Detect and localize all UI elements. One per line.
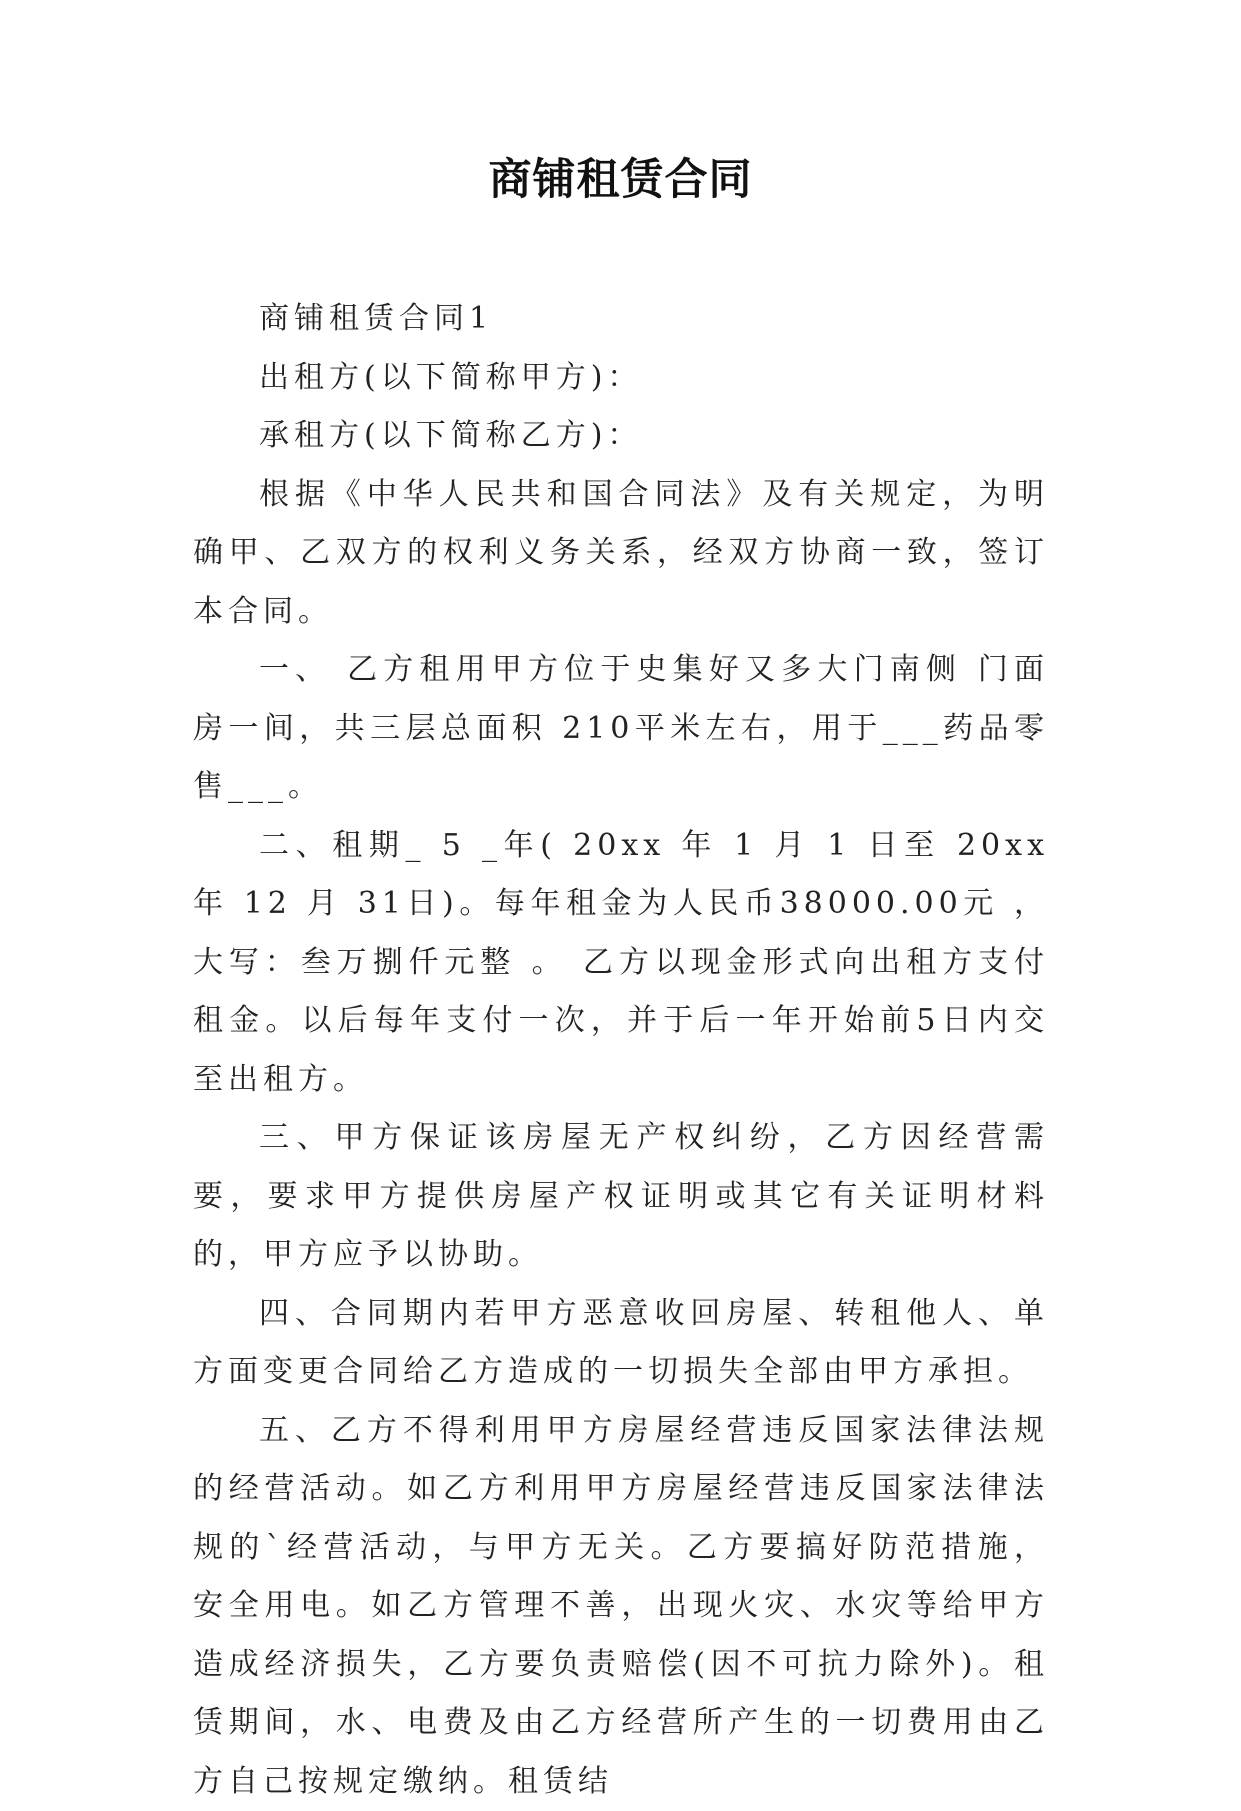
paragraph-lessor: 出租方(以下简称甲方)： <box>193 349 1049 408</box>
paragraph-preamble: 根据《中华人民共和国合同法》及有关规定，为明确甲、乙双方的权利义务关系，经双方协商一致，签订本合同。 <box>193 466 1049 642</box>
paragraph-clause-1: 一、 乙方租用甲方位于史集好又多大门南侧 门面房一间，共三层总面积 210平米左右，用于___药品零售___。 <box>193 641 1049 817</box>
paragraph-clause-2: 二、租期_ 5 _年( 20xx 年 1 月 1 日至 20xx 年 12 月 31日)。每年租金为人民币38000.00元 ，大写：叁万捌仟元整 。 乙方以现金形式向出租方支付租金。以后每年支付一次，并于后一年开始前5日内交至出租方。 <box>193 817 1049 1110</box>
paragraph-clause-3: 三、甲方保证该房屋无产权纠纷，乙方因经营需要，要求甲方提供房屋产权证明或其它有关证明材料的，甲方应予以协助。 <box>193 1109 1049 1285</box>
document-title: 商铺租赁合同 <box>0 150 1241 210</box>
paragraph-clause-4: 四、合同期内若甲方恶意收回房屋、转租他人、单方面变更合同给乙方造成的一切损失全部由甲方承担。 <box>193 1285 1049 1402</box>
paragraph-subtitle: 商铺租赁合同1 <box>193 290 1049 349</box>
document-body <box>193 290 1049 1811</box>
paragraph-lessee: 承租方(以下简称乙方)： <box>193 407 1049 466</box>
paragraph-clause-5: 五、乙方不得利用甲方房屋经营违反国家法律法规的经营活动。如乙方利用甲方房屋经营违反国家法律法规的`经营活动，与甲方无关。乙方要搞好防范措施，安全用电。如乙方管理不善，出现火灾、水灾等给甲方造成经济损失，乙方要负责赔偿(因不可抗力除外)。租赁期间，水、电费及由乙方经营所产生的一切费用由乙方自己按规定缴纳。租赁结 <box>193 1402 1049 1811</box>
